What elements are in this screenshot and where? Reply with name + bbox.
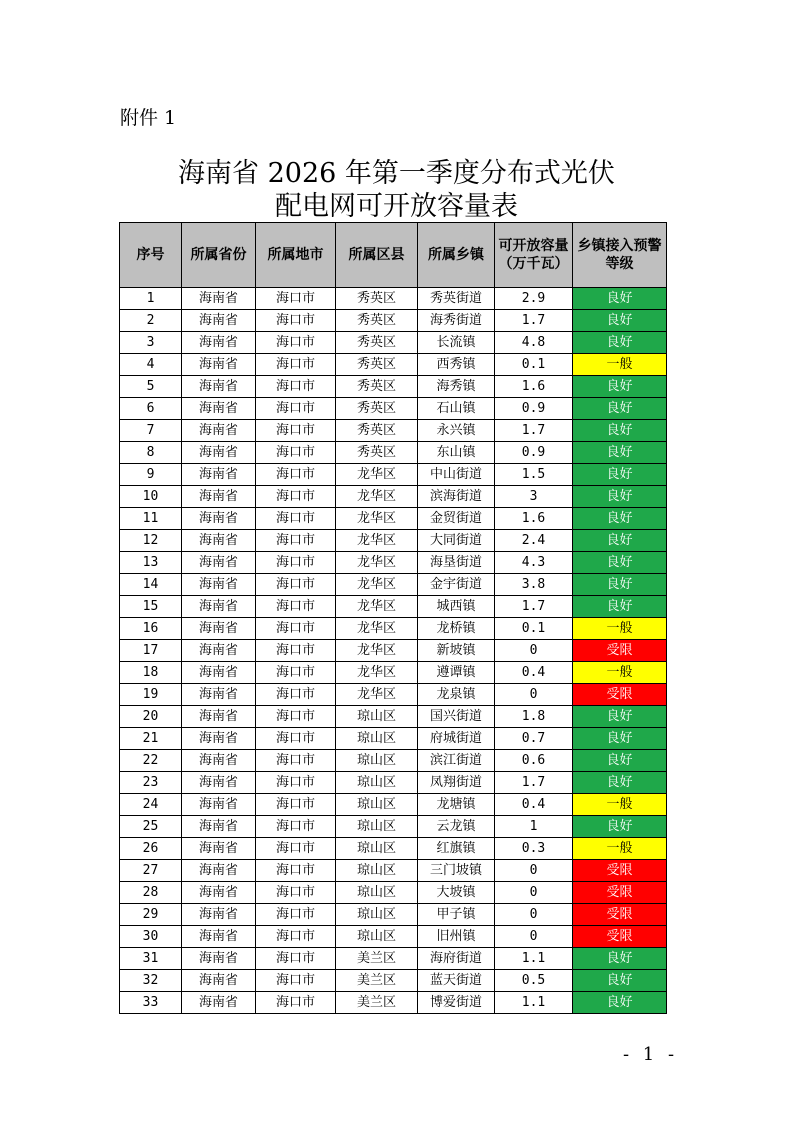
city-cell: 海口市 <box>256 618 336 640</box>
table-row <box>120 464 667 486</box>
city-cell: 海口市 <box>256 794 336 816</box>
district-cell: 龙华区 <box>336 618 418 640</box>
province-cell: 海南省 <box>182 706 256 728</box>
province-cell: 海南省 <box>182 794 256 816</box>
province-cell: 海南省 <box>182 728 256 750</box>
city-cell: 海口市 <box>256 530 336 552</box>
city-cell: 海口市 <box>256 596 336 618</box>
capacity-cell: 2.9 <box>495 288 573 310</box>
warning-level-cell: 良好 <box>573 310 667 332</box>
table-row <box>120 772 667 794</box>
table-row <box>120 860 667 882</box>
province-cell: 海南省 <box>182 442 256 464</box>
table-row <box>120 288 667 310</box>
table-row <box>120 992 667 1014</box>
table-row <box>120 486 667 508</box>
table-row <box>120 662 667 684</box>
warning-level-cell: 良好 <box>573 398 667 420</box>
province-cell: 海南省 <box>182 816 256 838</box>
table-row <box>120 398 667 420</box>
province-cell: 海南省 <box>182 376 256 398</box>
district-cell: 秀英区 <box>336 442 418 464</box>
capacity-cell: 0.9 <box>495 398 573 420</box>
header-seq: 序号 <box>120 223 182 288</box>
table-row <box>120 750 667 772</box>
town-cell: 龙泉镇 <box>418 684 495 706</box>
district-cell: 琼山区 <box>336 750 418 772</box>
province-cell: 海南省 <box>182 904 256 926</box>
capacity-cell: 1.7 <box>495 772 573 794</box>
capacity-cell: 1 <box>495 816 573 838</box>
district-cell: 琼山区 <box>336 882 418 904</box>
capacity-cell: 1.1 <box>495 948 573 970</box>
seq-cell: 9 <box>120 464 182 486</box>
capacity-cell: 0.9 <box>495 442 573 464</box>
town-cell: 府城街道 <box>418 728 495 750</box>
city-cell: 海口市 <box>256 728 336 750</box>
district-cell: 龙华区 <box>336 574 418 596</box>
city-cell: 海口市 <box>256 442 336 464</box>
warning-level-cell: 良好 <box>573 332 667 354</box>
table-row <box>120 640 667 662</box>
city-cell: 海口市 <box>256 486 336 508</box>
district-cell: 龙华区 <box>336 552 418 574</box>
town-cell: 金宇街道 <box>418 574 495 596</box>
seq-cell: 32 <box>120 970 182 992</box>
table-row <box>120 442 667 464</box>
town-cell: 红旗镇 <box>418 838 495 860</box>
district-cell: 龙华区 <box>336 596 418 618</box>
city-cell: 海口市 <box>256 816 336 838</box>
district-cell: 龙华区 <box>336 530 418 552</box>
table-row <box>120 420 667 442</box>
warning-level-cell: 良好 <box>573 948 667 970</box>
city-cell: 海口市 <box>256 970 336 992</box>
capacity-cell: 0.3 <box>495 838 573 860</box>
town-cell: 滨江街道 <box>418 750 495 772</box>
attachment-label: 附件 1 <box>120 107 177 129</box>
district-cell: 琼山区 <box>336 904 418 926</box>
table-row <box>120 684 667 706</box>
table-row <box>120 882 667 904</box>
seq-cell: 18 <box>120 662 182 684</box>
capacity-cell: 1.5 <box>495 464 573 486</box>
capacity-cell: 2.4 <box>495 530 573 552</box>
header-capacity: 可开放容量（万千瓦） <box>495 223 573 288</box>
capacity-table <box>119 222 667 1014</box>
page-number: - 1 - <box>623 1044 679 1065</box>
capacity-cell: 0 <box>495 860 573 882</box>
warning-level-cell: 良好 <box>573 288 667 310</box>
seq-cell: 19 <box>120 684 182 706</box>
seq-cell: 6 <box>120 398 182 420</box>
table-row <box>120 904 667 926</box>
seq-cell: 24 <box>120 794 182 816</box>
district-cell: 龙华区 <box>336 464 418 486</box>
capacity-cell: 0.1 <box>495 354 573 376</box>
town-cell: 金贸街道 <box>418 508 495 530</box>
town-cell: 遵谭镇 <box>418 662 495 684</box>
capacity-cell: 0.4 <box>495 662 573 684</box>
city-cell: 海口市 <box>256 310 336 332</box>
capacity-cell: 0.7 <box>495 728 573 750</box>
city-cell: 海口市 <box>256 684 336 706</box>
seq-cell: 30 <box>120 926 182 948</box>
city-cell: 海口市 <box>256 398 336 420</box>
province-cell: 海南省 <box>182 574 256 596</box>
warning-level-cell: 良好 <box>573 596 667 618</box>
warning-level-cell: 一般 <box>573 794 667 816</box>
province-cell: 海南省 <box>182 772 256 794</box>
city-cell: 海口市 <box>256 882 336 904</box>
town-cell: 博爱街道 <box>418 992 495 1014</box>
capacity-cell: 0.6 <box>495 750 573 772</box>
province-cell: 海南省 <box>182 618 256 640</box>
city-cell: 海口市 <box>256 420 336 442</box>
capacity-cell: 0 <box>495 882 573 904</box>
capacity-cell: 0.5 <box>495 970 573 992</box>
town-cell: 海府街道 <box>418 948 495 970</box>
district-cell: 龙华区 <box>336 640 418 662</box>
capacity-cell: 0 <box>495 684 573 706</box>
capacity-cell: 1.8 <box>495 706 573 728</box>
district-cell: 秀英区 <box>336 420 418 442</box>
province-cell: 海南省 <box>182 464 256 486</box>
district-cell: 秀英区 <box>336 354 418 376</box>
town-cell: 龙桥镇 <box>418 618 495 640</box>
province-cell: 海南省 <box>182 530 256 552</box>
warning-level-cell: 受限 <box>573 640 667 662</box>
table-row <box>120 948 667 970</box>
table-row <box>120 354 667 376</box>
capacity-cell: 0 <box>495 926 573 948</box>
table-row <box>120 332 667 354</box>
warning-level-cell: 良好 <box>573 530 667 552</box>
warning-level-cell: 良好 <box>573 464 667 486</box>
seq-cell: 12 <box>120 530 182 552</box>
district-cell: 龙华区 <box>336 486 418 508</box>
warning-level-cell: 良好 <box>573 728 667 750</box>
seq-cell: 25 <box>120 816 182 838</box>
town-cell: 海秀镇 <box>418 376 495 398</box>
seq-cell: 15 <box>120 596 182 618</box>
city-cell: 海口市 <box>256 354 336 376</box>
document-title-line-2: 配电网可开放容量表 <box>275 191 518 222</box>
table-row <box>120 816 667 838</box>
district-cell: 秀英区 <box>336 332 418 354</box>
district-cell: 秀英区 <box>336 288 418 310</box>
warning-level-cell: 良好 <box>573 376 667 398</box>
capacity-cell: 0.4 <box>495 794 573 816</box>
province-cell: 海南省 <box>182 288 256 310</box>
district-cell: 琼山区 <box>336 816 418 838</box>
warning-level-cell: 一般 <box>573 354 667 376</box>
province-cell: 海南省 <box>182 926 256 948</box>
table-row <box>120 376 667 398</box>
district-cell: 美兰区 <box>336 948 418 970</box>
city-cell: 海口市 <box>256 750 336 772</box>
town-cell: 秀英街道 <box>418 288 495 310</box>
warning-level-cell: 受限 <box>573 860 667 882</box>
district-cell: 琼山区 <box>336 794 418 816</box>
table-body <box>120 288 667 1014</box>
province-cell: 海南省 <box>182 684 256 706</box>
seq-cell: 21 <box>120 728 182 750</box>
city-cell: 海口市 <box>256 772 336 794</box>
seq-cell: 31 <box>120 948 182 970</box>
warning-level-cell: 受限 <box>573 904 667 926</box>
warning-level-cell: 良好 <box>573 486 667 508</box>
capacity-cell: 0 <box>495 640 573 662</box>
warning-level-cell: 良好 <box>573 750 667 772</box>
seq-cell: 7 <box>120 420 182 442</box>
district-cell: 琼山区 <box>336 860 418 882</box>
table-row <box>120 508 667 530</box>
city-cell: 海口市 <box>256 332 336 354</box>
city-cell: 海口市 <box>256 508 336 530</box>
province-cell: 海南省 <box>182 486 256 508</box>
district-cell: 美兰区 <box>336 970 418 992</box>
district-cell: 龙华区 <box>336 508 418 530</box>
town-cell: 三门坡镇 <box>418 860 495 882</box>
header-province: 所属省份 <box>182 223 256 288</box>
province-cell: 海南省 <box>182 596 256 618</box>
province-cell: 海南省 <box>182 354 256 376</box>
header-city: 所属地市 <box>256 223 336 288</box>
table-row <box>120 552 667 574</box>
warning-level-cell: 一般 <box>573 618 667 640</box>
seq-cell: 3 <box>120 332 182 354</box>
warning-level-cell: 受限 <box>573 684 667 706</box>
town-cell: 大坡镇 <box>418 882 495 904</box>
district-cell: 琼山区 <box>336 926 418 948</box>
district-cell: 琼山区 <box>336 772 418 794</box>
seq-cell: 13 <box>120 552 182 574</box>
city-cell: 海口市 <box>256 464 336 486</box>
province-cell: 海南省 <box>182 860 256 882</box>
table-row <box>120 706 667 728</box>
province-cell: 海南省 <box>182 750 256 772</box>
seq-cell: 1 <box>120 288 182 310</box>
header-district: 所属区县 <box>336 223 418 288</box>
seq-cell: 28 <box>120 882 182 904</box>
capacity-cell: 3 <box>495 486 573 508</box>
town-cell: 滨海街道 <box>418 486 495 508</box>
table-row <box>120 838 667 860</box>
table-header-row <box>120 223 667 288</box>
province-cell: 海南省 <box>182 508 256 530</box>
capacity-cell: 0.1 <box>495 618 573 640</box>
document-title-line-1: 海南省 2026 年第一季度分布式光伏 <box>178 158 615 189</box>
warning-level-cell: 良好 <box>573 552 667 574</box>
city-cell: 海口市 <box>256 838 336 860</box>
province-cell: 海南省 <box>182 398 256 420</box>
warning-level-cell: 受限 <box>573 926 667 948</box>
province-cell: 海南省 <box>182 970 256 992</box>
table-row <box>120 310 667 332</box>
table-row <box>120 574 667 596</box>
town-cell: 云龙镇 <box>418 816 495 838</box>
table-row <box>120 530 667 552</box>
seq-cell: 11 <box>120 508 182 530</box>
seq-cell: 23 <box>120 772 182 794</box>
city-cell: 海口市 <box>256 706 336 728</box>
province-cell: 海南省 <box>182 992 256 1014</box>
warning-level-cell: 良好 <box>573 508 667 530</box>
city-cell: 海口市 <box>256 288 336 310</box>
district-cell: 琼山区 <box>336 728 418 750</box>
warning-level-cell: 一般 <box>573 662 667 684</box>
seq-cell: 4 <box>120 354 182 376</box>
city-cell: 海口市 <box>256 662 336 684</box>
seq-cell: 26 <box>120 838 182 860</box>
seq-cell: 5 <box>120 376 182 398</box>
warning-level-cell: 良好 <box>573 420 667 442</box>
capacity-cell: 1.6 <box>495 376 573 398</box>
district-cell: 龙华区 <box>336 684 418 706</box>
province-cell: 海南省 <box>182 310 256 332</box>
capacity-cell: 4.3 <box>495 552 573 574</box>
city-cell: 海口市 <box>256 904 336 926</box>
header-level: 乡镇接入预警等级 <box>573 223 667 288</box>
town-cell: 长流镇 <box>418 332 495 354</box>
city-cell: 海口市 <box>256 992 336 1014</box>
seq-cell: 10 <box>120 486 182 508</box>
district-cell: 琼山区 <box>336 838 418 860</box>
seq-cell: 27 <box>120 860 182 882</box>
town-cell: 永兴镇 <box>418 420 495 442</box>
capacity-cell: 1.7 <box>495 596 573 618</box>
town-cell: 凤翔街道 <box>418 772 495 794</box>
province-cell: 海南省 <box>182 662 256 684</box>
seq-cell: 33 <box>120 992 182 1014</box>
city-cell: 海口市 <box>256 860 336 882</box>
town-cell: 海垦街道 <box>418 552 495 574</box>
capacity-cell: 4.8 <box>495 332 573 354</box>
district-cell: 琼山区 <box>336 706 418 728</box>
capacity-cell: 1.7 <box>495 420 573 442</box>
district-cell: 秀英区 <box>336 310 418 332</box>
warning-level-cell: 良好 <box>573 816 667 838</box>
table-row <box>120 926 667 948</box>
town-cell: 龙塘镇 <box>418 794 495 816</box>
seq-cell: 20 <box>120 706 182 728</box>
seq-cell: 8 <box>120 442 182 464</box>
city-cell: 海口市 <box>256 376 336 398</box>
seq-cell: 29 <box>120 904 182 926</box>
seq-cell: 16 <box>120 618 182 640</box>
province-cell: 海南省 <box>182 420 256 442</box>
table-row <box>120 618 667 640</box>
town-cell: 甲子镇 <box>418 904 495 926</box>
capacity-cell: 1.1 <box>495 992 573 1014</box>
town-cell: 东山镇 <box>418 442 495 464</box>
warning-level-cell: 良好 <box>573 574 667 596</box>
seq-cell: 14 <box>120 574 182 596</box>
city-cell: 海口市 <box>256 640 336 662</box>
town-cell: 海秀街道 <box>418 310 495 332</box>
town-cell: 中山街道 <box>418 464 495 486</box>
table-row <box>120 970 667 992</box>
town-cell: 西秀镇 <box>418 354 495 376</box>
table-row <box>120 728 667 750</box>
capacity-cell: 3.8 <box>495 574 573 596</box>
town-cell: 城西镇 <box>418 596 495 618</box>
city-cell: 海口市 <box>256 574 336 596</box>
warning-level-cell: 良好 <box>573 442 667 464</box>
city-cell: 海口市 <box>256 926 336 948</box>
district-cell: 美兰区 <box>336 992 418 1014</box>
town-cell: 石山镇 <box>418 398 495 420</box>
town-cell: 大同街道 <box>418 530 495 552</box>
header-town: 所属乡镇 <box>418 223 495 288</box>
seq-cell: 22 <box>120 750 182 772</box>
province-cell: 海南省 <box>182 948 256 970</box>
capacity-cell: 1.7 <box>495 310 573 332</box>
city-cell: 海口市 <box>256 552 336 574</box>
capacity-cell: 0 <box>495 904 573 926</box>
province-cell: 海南省 <box>182 838 256 860</box>
table-row <box>120 794 667 816</box>
city-cell: 海口市 <box>256 948 336 970</box>
seq-cell: 2 <box>120 310 182 332</box>
district-cell: 秀英区 <box>336 398 418 420</box>
capacity-cell: 1.6 <box>495 508 573 530</box>
town-cell: 蓝天街道 <box>418 970 495 992</box>
town-cell: 国兴街道 <box>418 706 495 728</box>
town-cell: 旧州镇 <box>418 926 495 948</box>
province-cell: 海南省 <box>182 882 256 904</box>
district-cell: 龙华区 <box>336 662 418 684</box>
province-cell: 海南省 <box>182 332 256 354</box>
province-cell: 海南省 <box>182 552 256 574</box>
province-cell: 海南省 <box>182 640 256 662</box>
table-row <box>120 596 667 618</box>
town-cell: 新坡镇 <box>418 640 495 662</box>
warning-level-cell: 良好 <box>573 706 667 728</box>
warning-level-cell: 受限 <box>573 882 667 904</box>
warning-level-cell: 一般 <box>573 838 667 860</box>
warning-level-cell: 良好 <box>573 970 667 992</box>
district-cell: 秀英区 <box>336 376 418 398</box>
warning-level-cell: 良好 <box>573 992 667 1014</box>
warning-level-cell: 良好 <box>573 772 667 794</box>
seq-cell: 17 <box>120 640 182 662</box>
